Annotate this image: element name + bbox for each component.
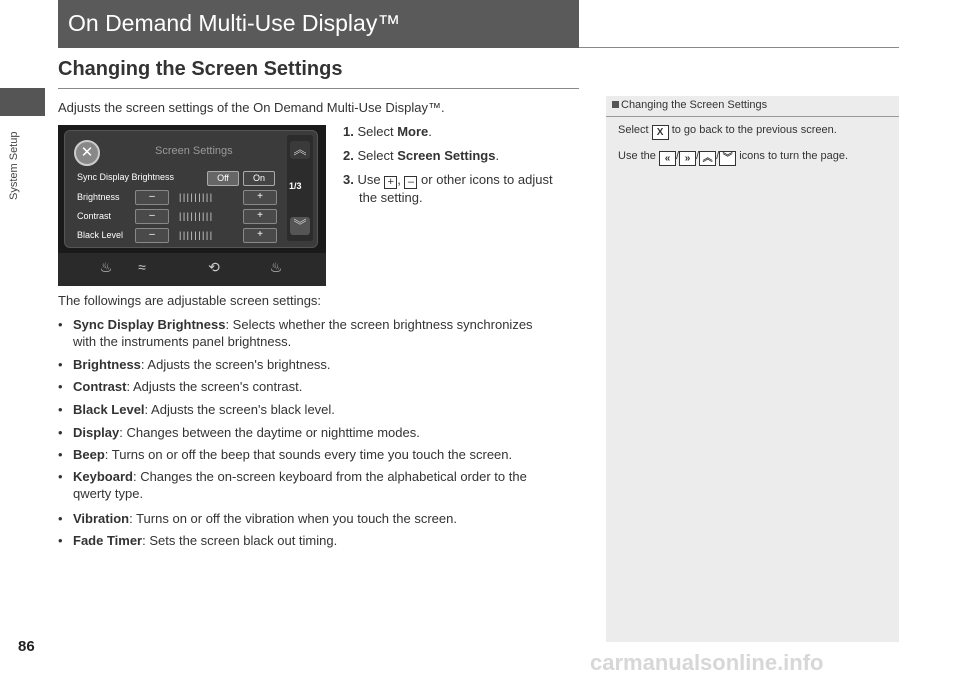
page-up-icon: ︽ xyxy=(699,151,716,166)
settings-dialog xyxy=(64,130,318,248)
note-divider xyxy=(606,116,899,117)
minus-button: – xyxy=(135,190,169,205)
list-item: • Black Level: Adjusts the screen's black level. xyxy=(58,402,335,417)
row-label-brightness: Brightness xyxy=(77,192,120,202)
page-down-icon: ︾ xyxy=(290,217,310,235)
minus-button: – xyxy=(135,228,169,243)
screen-settings-image xyxy=(58,125,326,286)
section-tab-marker xyxy=(0,88,45,116)
plus-button: + xyxy=(243,190,277,205)
note-panel xyxy=(606,96,899,642)
close-icon: ✕ xyxy=(74,140,100,166)
list-item: • Brightness: Adjusts the screen's brightness. xyxy=(58,357,331,372)
minus-button: – xyxy=(135,209,169,224)
note-title: Changing the Screen Settings xyxy=(612,99,767,111)
intro-text: Adjusts the screen settings of the On Demand Multi-Use Display™. xyxy=(58,100,445,115)
level-ticks: ||||||||| xyxy=(179,230,214,240)
heading-divider xyxy=(58,88,579,89)
level-ticks: ||||||||| xyxy=(179,192,214,202)
page-up-icon: ︽ xyxy=(290,141,310,159)
title-divider xyxy=(579,47,899,48)
step-1: 1. Select More. xyxy=(343,124,432,139)
page-scroll-panel xyxy=(287,135,313,241)
page-right-icon: » xyxy=(679,151,696,166)
plus-button: + xyxy=(243,209,277,224)
reference-icon xyxy=(612,101,619,108)
list-item: • Display: Changes between the daytime or nighttime modes. xyxy=(58,425,420,440)
minus-icon: – xyxy=(404,176,417,189)
page-number: 86 xyxy=(18,638,35,655)
list-item: • Fade Timer: Sets the screen black out timing. xyxy=(58,533,338,548)
level-ticks: ||||||||| xyxy=(179,211,214,221)
list-item: • Beep: Turns on or off the beep that sounds every time you touch the screen. xyxy=(58,447,513,462)
fan-mode-icon: ≈ xyxy=(138,259,146,275)
list-item: • Vibration: Turns on or off the vibration when you touch the screen. xyxy=(58,511,457,526)
on-toggle: On xyxy=(243,171,275,186)
row-label-black-level: Black Level xyxy=(77,230,124,240)
off-toggle: Off xyxy=(207,171,239,186)
row-label-contrast: Contrast xyxy=(77,211,112,221)
page-left-icon: « xyxy=(659,151,676,166)
seat-heater-icon: ♨ xyxy=(269,259,283,275)
note-line-back: Select X to go back to the previous screen. xyxy=(618,124,837,138)
climate-bar xyxy=(58,253,326,286)
step-2: 2. Select Screen Settings. xyxy=(343,148,500,163)
list-item: • Contrast: Adjusts the screen's contrast. xyxy=(58,379,303,394)
page-indicator: 1/3 xyxy=(289,181,302,191)
plus-button: + xyxy=(243,228,277,243)
step-3: 3. Use + , – or other icons to adjust xyxy=(343,172,553,188)
row-label-sync: Sync Display Brightness xyxy=(77,172,175,182)
page-down-icon: ︾ xyxy=(719,151,736,166)
watermark: carmanualsonline.info xyxy=(590,650,824,675)
step-3-continued: the setting. xyxy=(359,190,423,205)
note-line-page: Use the « / » / ︽ / ︾ icons to turn the page. xyxy=(618,150,849,164)
recirculation-icon: ⟲ xyxy=(208,259,220,275)
dialog-title: Screen Settings xyxy=(155,145,233,157)
section-label: System Setup xyxy=(8,131,20,200)
section-heading: Changing the Screen Settings xyxy=(58,58,343,80)
list-item: • Keyboard: Changes the on-screen keyboard from the alphabetical order to the qwerty type. xyxy=(58,469,527,501)
page-title: On Demand Multi-Use Display™ xyxy=(68,10,401,36)
close-x-icon: X xyxy=(652,125,669,140)
list-intro: The followings are adjustable screen settings: xyxy=(58,293,322,308)
seat-heater-icon: ♨ xyxy=(99,259,113,275)
plus-icon: + xyxy=(384,176,397,189)
list-item: • Sync Display Brightness: Selects whether the screen brightness synchronizes with the instruments panel brightness. xyxy=(58,317,533,349)
